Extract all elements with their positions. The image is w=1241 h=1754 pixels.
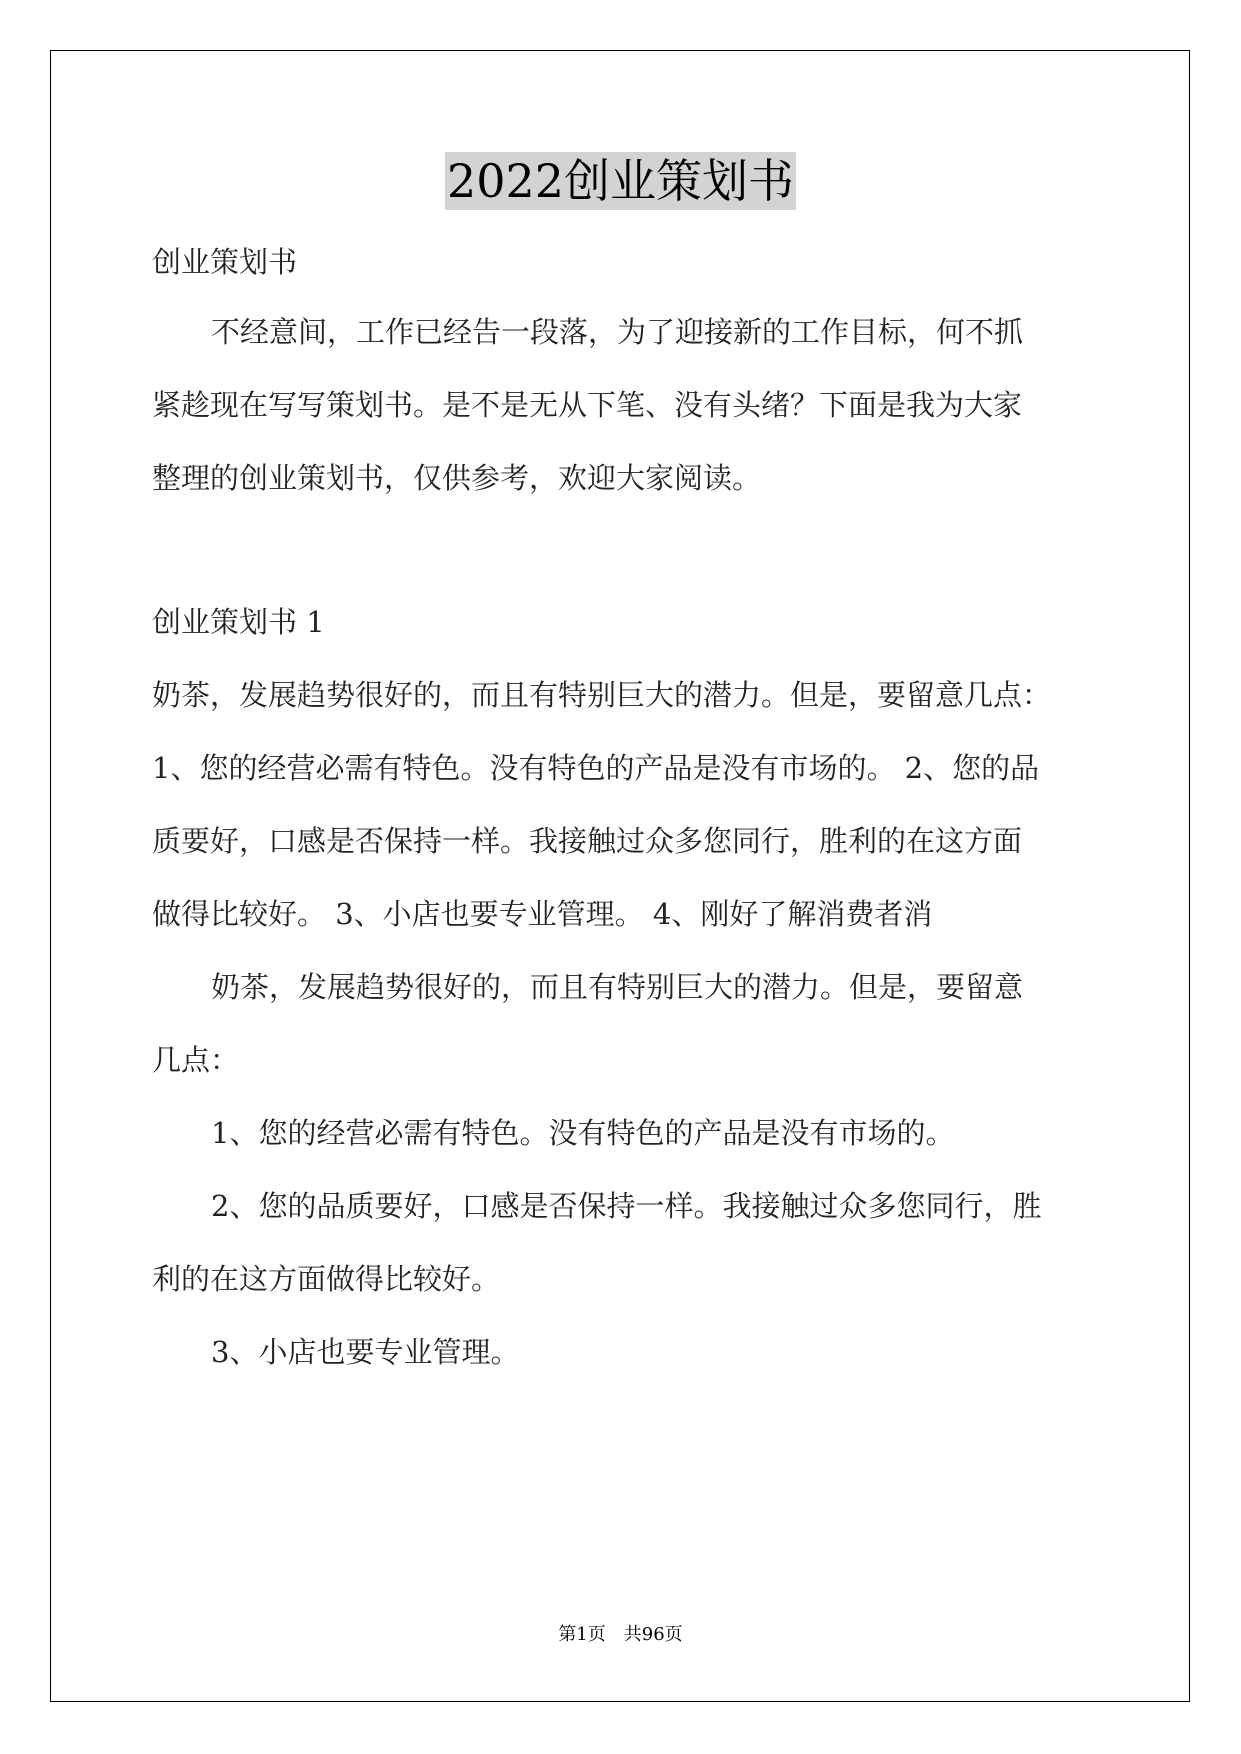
document-title: 2022创业策划书 bbox=[446, 154, 795, 208]
title-container bbox=[0, 152, 1241, 210]
paragraph-line: 质要好，口感是否保持一样。我接触过众多您同行，胜利的在这方面 bbox=[152, 824, 1023, 858]
section-heading: 创业策划书 bbox=[152, 245, 298, 279]
paragraph-line: 1、您的经营必需有特色。没有特色的产品是没有市场的。 2、您的品 bbox=[152, 751, 1040, 785]
paragraph-line: 2、您的品质要好，口感是否保持一样。我接触过众多您同行，胜 bbox=[211, 1189, 1042, 1223]
paragraph-line: 整理的创业策划书，仅供参考，欢迎大家阅读。 bbox=[152, 461, 762, 495]
page-footer: 第1页 共96页 bbox=[558, 1624, 683, 1645]
paragraph-line: 几点： bbox=[152, 1043, 240, 1077]
page-border bbox=[50, 50, 1190, 1702]
paragraph-line: 奶茶，发展趋势很好的，而且有特别巨大的潜力。但是，要留意几点： bbox=[152, 678, 1052, 712]
paragraph-line: 3、小店也要专业管理。 bbox=[211, 1335, 520, 1369]
paragraph-line: 做得比较好。 3、小店也要专业管理。 4、刚好了解消费者消 bbox=[152, 897, 933, 931]
paragraph-line: 紧趁现在写写策划书。是不是无从下笔、没有头绪？下面是我为大家 bbox=[152, 388, 1023, 422]
paragraph-line: 奶茶，发展趋势很好的，而且有特别巨大的潜力。但是，要留意 bbox=[211, 970, 1024, 1004]
paragraph-line: 利的在这方面做得比较好。 bbox=[152, 1262, 501, 1296]
section-heading: 创业策划书 1 bbox=[152, 605, 325, 639]
paragraph-line: 1、您的经营必需有特色。没有特色的产品是没有市场的。 bbox=[211, 1116, 955, 1150]
paragraph-line: 不经意间，工作已经告一段落，为了迎接新的工作目标，何不抓 bbox=[211, 315, 1024, 349]
